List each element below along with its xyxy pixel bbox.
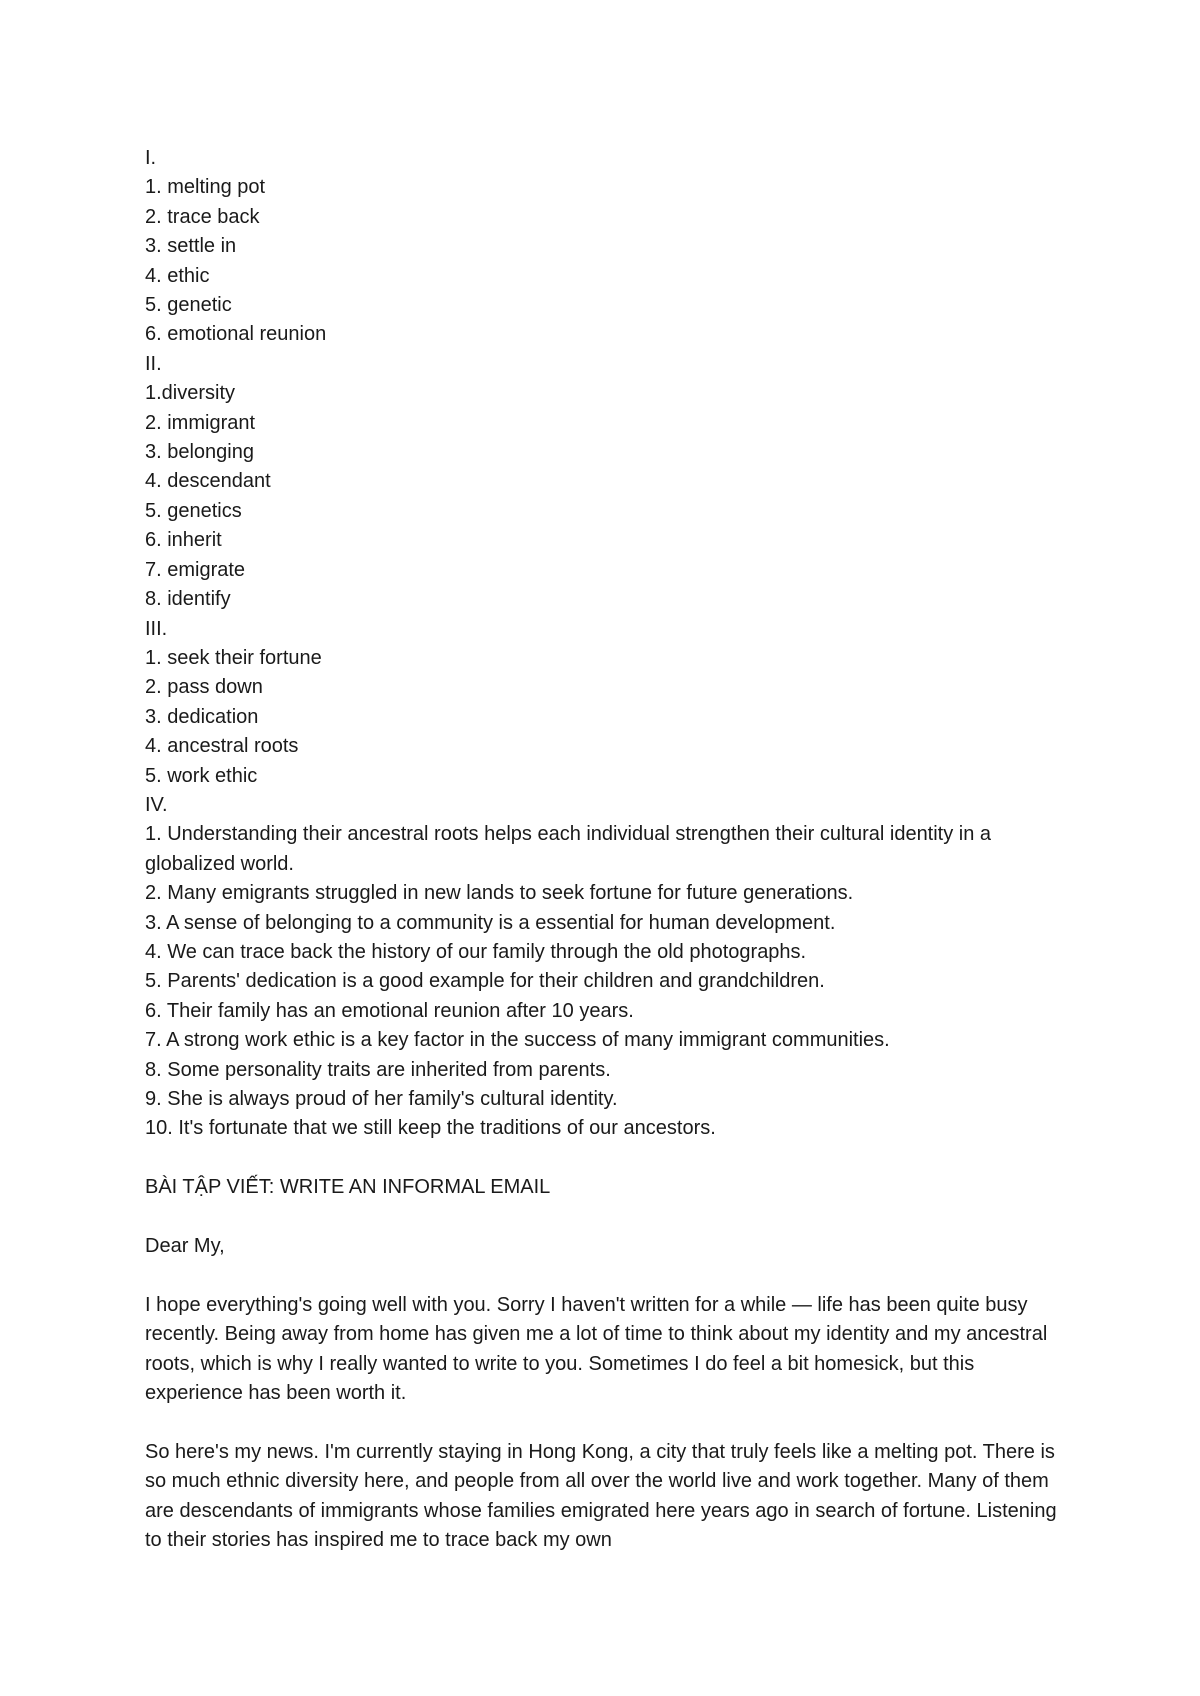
sentence-item: 4. We can trace back the history of our family through the old photographs. (145, 940, 807, 963)
sentence-item: 1. Understanding their ancestral roots helps each individual strengthen their cultural identity in a globalized world. (145, 823, 997, 875)
section-heading: IV. (145, 793, 168, 816)
spacer (145, 1261, 1065, 1290)
email-paragraph: I hope everything's going well with you. Sorry I haven't written for a while — life has been quite busy recently. Being away from home has given me a lot of time to think about my identity and my ancestral roots, which is why I really wanted to write to you. Sometimes I do feel a bit homesick, but this experience has been worth it. (145, 1293, 1048, 1405)
list-item: 4. descendant (145, 470, 271, 493)
list-item: 3. belonging (145, 441, 254, 464)
list-item: 8. identify (145, 588, 231, 611)
sentence-item: 5. Parents' dedication is a good example for their children and grandchildren. (145, 970, 825, 993)
sentence-item: 7. A strong work ethic is a key factor in the success of many immigrant communities. (145, 1029, 890, 1052)
email-paragraph: So here's my news. I'm currently staying in Hong Kong, a city that truly feels like a melting pot. There is so much ethnic diversity here, and people from all over the world live and work together. Many of them are descendants of immigrants whose families emigrated here years ago in search of fortune. Listening to their stories has inspired me to trace back my own (145, 1440, 1057, 1552)
list-item: 2. pass down (145, 676, 263, 699)
spacer (145, 1203, 1065, 1232)
sentence-item: 2. Many emigrants struggled in new lands to seek fortune for future generations. (145, 882, 854, 905)
document-body (145, 144, 1065, 1555)
list-item: 6. emotional reunion (145, 323, 327, 346)
list-item: 3. settle in (145, 235, 237, 258)
sentence-item: 6. Their family has an emotional reunion after 10 years. (145, 999, 634, 1022)
spacer (145, 1408, 1065, 1437)
sentence-item: 10. It's fortunate that we still keep the traditions of our ancestors. (145, 1117, 716, 1140)
list-item: 2. immigrant (145, 411, 256, 434)
list-item: 7. emigrate (145, 558, 246, 581)
list-item: 5. genetic (145, 294, 232, 317)
list-item: 3. dedication (145, 705, 259, 728)
section-heading: III. (145, 617, 168, 640)
list-item: 5. work ethic (145, 764, 258, 787)
list-item: 1. seek their fortune (145, 646, 322, 669)
email-greeting: Dear My, (145, 1235, 225, 1257)
sentence-item: 9. She is always proud of her family's cultural identity. (145, 1088, 618, 1110)
list-item: 2. trace back (145, 205, 260, 228)
list-item: 5. genetics (145, 499, 242, 522)
list-item: 4. ancestral roots (145, 735, 299, 758)
writing-title: BÀI TẬP VIẾT: WRITE AN INFORMAL EMAIL (145, 1176, 551, 1199)
spacer (145, 1144, 1065, 1173)
list-item: 4. ethic (145, 264, 210, 287)
section-heading: II. (145, 352, 162, 375)
section-heading: I. (145, 147, 157, 169)
list-item: 1.diversity (145, 382, 236, 405)
sentence-item: 3. A sense of belonging to a community is a essential for human development. (145, 911, 836, 934)
list-item: 1. melting pot (145, 176, 266, 199)
sentence-item: 8. Some personality traits are inherited from parents. (145, 1058, 611, 1081)
list-item: 6. inherit (145, 529, 222, 552)
